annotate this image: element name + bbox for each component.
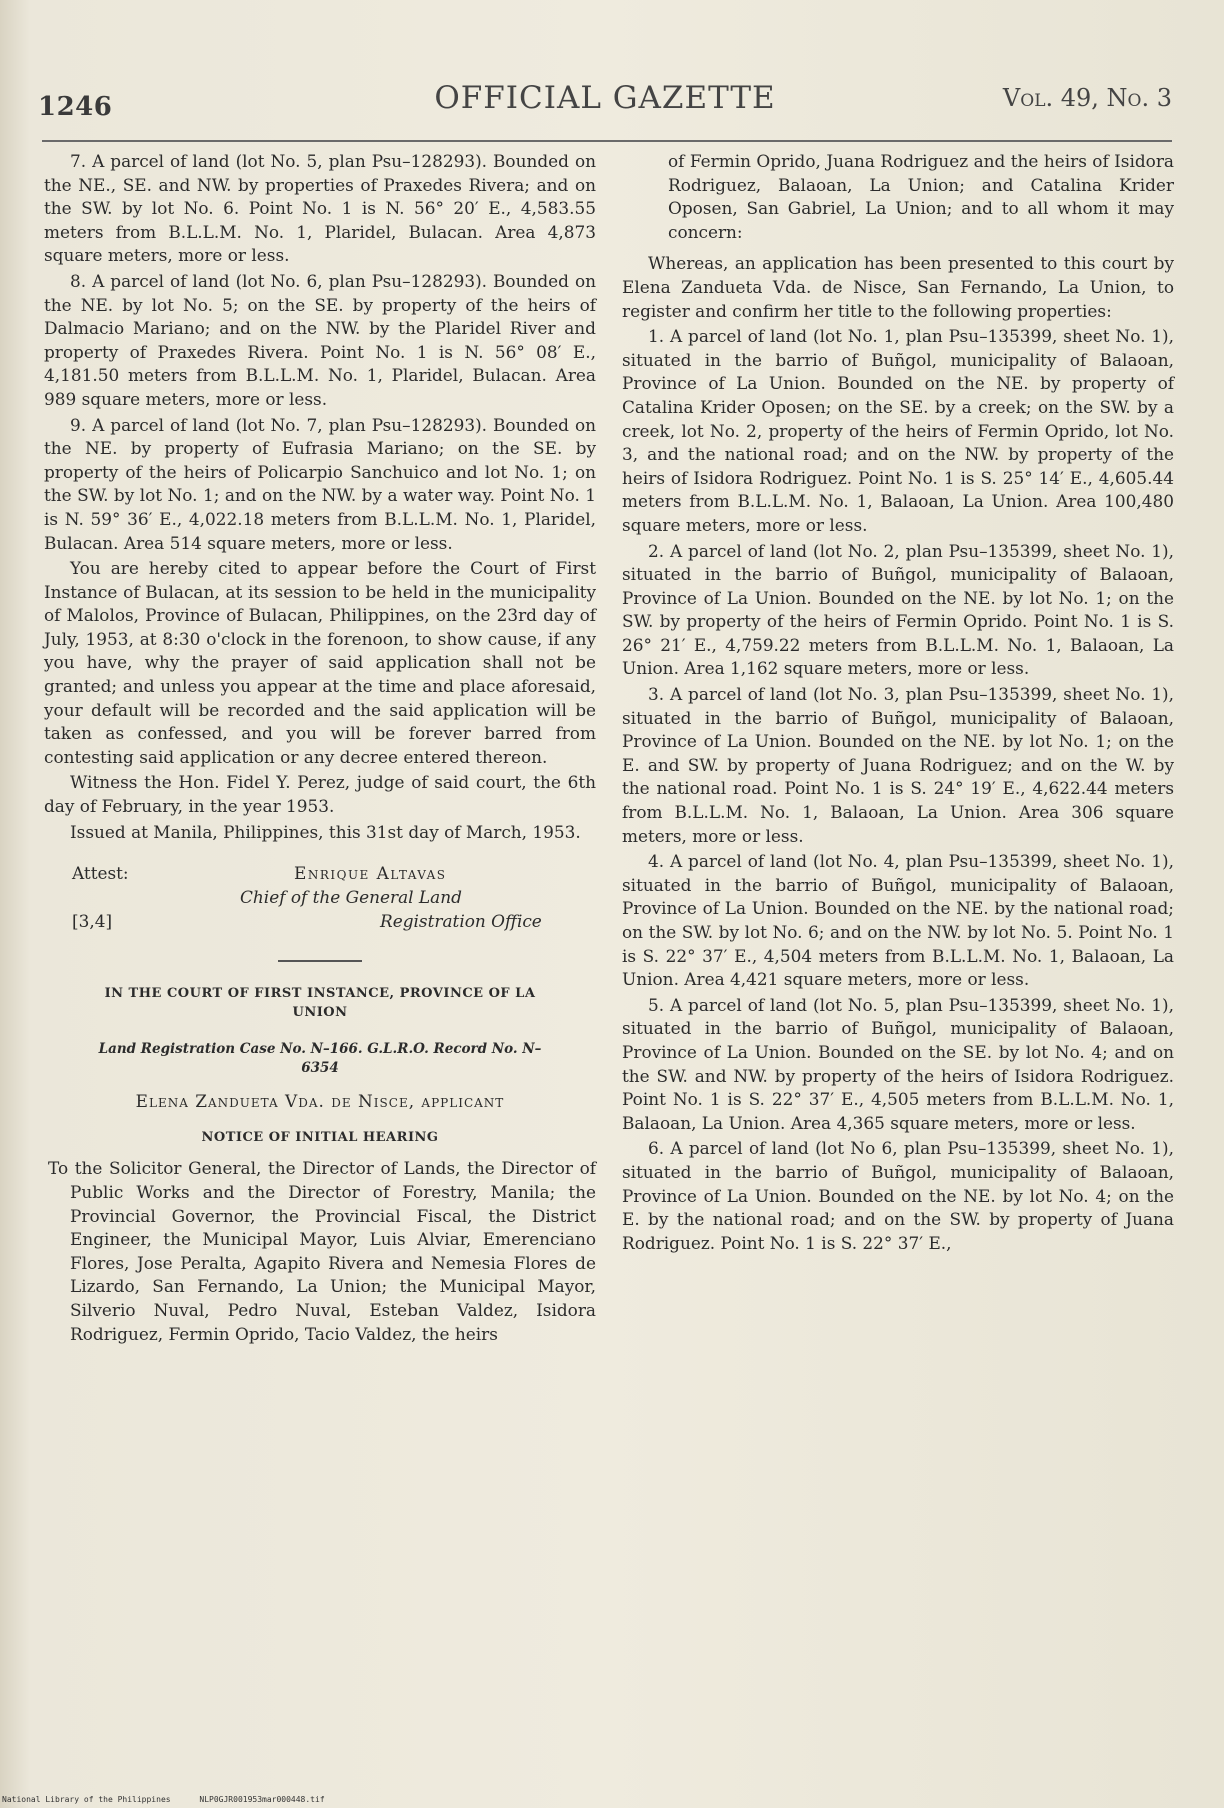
attest-block <box>44 862 596 936</box>
paragraph-lot-2: 2. A parcel of land (lot No. 2, plan Psu–135399, sheet No. 1), situated in the barrio of Buñgol, municipality of Balaoan, Province of La Union. Bounded on the NE. by lot No. 1; on the SW. by property of the heirs of Fermin Oprido. Point No. 1 is S. 26° 21′ E., 4,759.22 meters from B.L.L.M. No. 1, Balaoan, La Union. Area 1,162 square meters, more or less. <box>622 540 1174 679</box>
issue-reference: [3,4] <box>72 911 113 932</box>
paragraph-lot-3: 3. A parcel of land (lot No. 3, plan Psu–135399, sheet No. 1), situated in the barrio of Buñgol, municipality of Balaoan, Province of La Union. Bounded on the NE. by lot No. 1; on the E. and SW. by property of Juana Rodriguez; and on the W. by the national road. Point No. 1 is S. 24° 19′ E., 4,622.44 meters from B.L.L.M. No. 1, Balaoan, La Union. Area 306 square meters, more or less. <box>622 684 1174 846</box>
paragraph-lot-1: 1. A parcel of land (lot No. 1, plan Psu–135399, sheet No. 1), situated in the barrio of Buñgol, municipality of Balaoan, Province of La Union. Bounded on the NE. by property of Catalina Krider Oposen; on the SE. by a creek; on the SW. by a creek, lot No. 2, property of the heirs of Fermin Oprido, lot No. 3, and the national road; and on the NW. by property of the heirs of Isidora Rodriguez. Point No. 1 is S. 25° 14′ E., 4,605.44 meters from B.L.L.M. No. 1, Balaoan, La Union. Area 100,480 square meters, more or less. <box>622 326 1174 535</box>
volume-number: Vol. 49, No. 3 <box>1002 84 1172 112</box>
page-number: 1246 <box>38 92 113 122</box>
publication-title: OFFICIAL GAZETTE <box>434 80 776 116</box>
signer-name: Enrique Altavas <box>294 863 447 884</box>
section-divider <box>278 960 362 962</box>
attest-label: Attest: <box>72 863 129 884</box>
addressees: To the Solicitor General, the Director of Lands, the Director of Public Works and the Director of Forestry, Manila; the Provincial Governor, the Provincial Fiscal, the District Engineer, the Municipal Mayor, Luis Alviar, Emerenciano Flores, Jose Peralta, Agapito Rivera and Nemesia Flores de Lizardo, San Fernando, La Union; the Municipal Mayor, Silverio Nuval, Pedro Nuval, Esteban Valdez, Isidora Rodriguez, Fermin Oprido, Tacio Valdez, the heirs <box>48 1158 596 1344</box>
scan-filename: NLP0GJR001953mar000448.tif <box>199 1795 325 1804</box>
header-rule <box>42 140 1172 142</box>
court-heading: IN THE COURT OF FIRST INSTANCE, PROVINCE OF LA UNION <box>104 986 536 1021</box>
left-column <box>44 150 596 1348</box>
scan-footer <box>2 1795 349 1804</box>
right-column <box>622 150 1174 1257</box>
library-credit: National Library of the Philippines <box>2 1795 171 1804</box>
signer-title-line1: Chief of the General Land <box>240 887 462 908</box>
signer-title-line2: Registration Office <box>380 911 542 932</box>
paragraph-lot-8: 8. A parcel of land (lot No. 6, plan Psu–128293). Bounded on the NE. by lot No. 5; on the SE. by property of the heirs of Dalmacio Mariano; and on the NW. by the Plaridel River and property of Praxedes Rivera. Point No. 1 is N. 56° 08′ E., 4,181.50 meters from B.L.L.M. No. 1, Plaridel, Bulacan. Area 989 square meters, more or less. <box>44 270 596 409</box>
page-header <box>38 78 1172 122</box>
paragraph-witness: Witness the Hon. Fidel Y. Perez, judge of said court, the 6th day of February, in the year 1953. <box>44 772 596 817</box>
paragraph-whereas: Whereas, an application has been presented to this court by Elena Zandueta Vda. de Nisce, San Fernando, La Union, to register and confirm her title to the following properties: <box>622 253 1174 321</box>
notice-title: NOTICE OF INITIAL HEARING <box>201 1129 439 1145</box>
paragraph-lot-4: 4. A parcel of land (lot No. 4, plan Psu–135399, sheet No. 1), situated in the barrio of Buñgol, municipality of Balaoan, Province of La Union. Bounded on the NE. by the national road; on the SW. by lot No. 6; and on the NW. by lot No. 5. Point No. 1 is S. 22° 37′ E., 4,504 meters from B.L.L.M. No. 1, Balaoan, La Union. Area 4,421 square meters, more or less. <box>622 851 1174 990</box>
paragraph-issued: Issued at Manila, Philippines, this 31st day of March, 1953. <box>70 821 581 842</box>
paragraph-lot-9: 9. A parcel of land (lot No. 7, plan Psu–128293). Bounded on the NE. by property of Eufrasia Mariano; on the SE. by property of the heirs of Policarpio Sanchuico and lot No. 1; on the SW. by lot No. 1; and on the NW. by a water way. Point No. 1 is N. 59° 36′ E., 4,022.18 meters from B.L.L.M. No. 1, Plaridel, Bulacan. Area 514 square meters, more or less. <box>44 414 596 553</box>
addressees-continued: of Fermin Oprido, Juana Rodriguez and the heirs of Isidora Rodriguez, Balaoan, La Union; and Catalina Krider Oposen, San Gabriel, La Union; and to all whom it may concern: <box>668 151 1174 242</box>
paragraph-lot-5: 5. A parcel of land (lot No. 5, plan Psu–135399, sheet No. 1), situated in the barrio of Buñgol, municipality of Balaoan, Province of La Union. Bounded on the SE. by lot No. 4; and on the SW. and NW. by property of the heirs of Isidora Rodriguez. Point No. 1 is S. 22° 37′ E., 4,505 meters from B.L.L.M. No. 1, Balaoan, La Union. Area 4,365 square meters, more or less. <box>622 994 1174 1133</box>
paragraph-citation: You are hereby cited to appear before the Court of First Instance of Bulacan, at its session to be held in the municipality of Malolos, Province of Bulacan, Philippines, on the 23rd day of July, 1953, at 8:30 o'clock in the forenoon, to show cause, if any you have, why the prayer of said application shall not be granted; and unless you appear at the time and place aforesaid, your default will be recorded and the said application will be taken as confessed, and you will be forever barred from contesting said application or any decree entered thereon. <box>44 558 596 767</box>
paragraph-lot-6: 6. A parcel of land (lot No 6, plan Psu–135399, sheet No. 1), situated in the barrio of Buñgol, municipality of Balaoan, Province of La Union. Bounded on the NE. by lot No. 4; on the E. by the national road; and on the SW. by property of Juana Rodriguez. Point No. 1 is S. 22° 37′ E., <box>622 1138 1174 1253</box>
case-reference: Land Registration Case No. N–166. G.L.R.O. Record No. N–6354 <box>98 1041 542 1077</box>
paragraph-lot-7: 7. A parcel of land (lot No. 5, plan Psu–128293). Bounded on the NE., SE. and NW. by properties of Praxedes Rivera; and on the SW. by lot No. 6. Point No. 1 is N. 56° 20′ E., 4,583.55 meters from B.L.L.M. No. 1, Plaridel, Bulacan. Area 4,873 square meters, more or less. <box>44 151 596 266</box>
applicant-line: Elena Zandueta Vda. de Nisce, applicant <box>135 1091 505 1112</box>
